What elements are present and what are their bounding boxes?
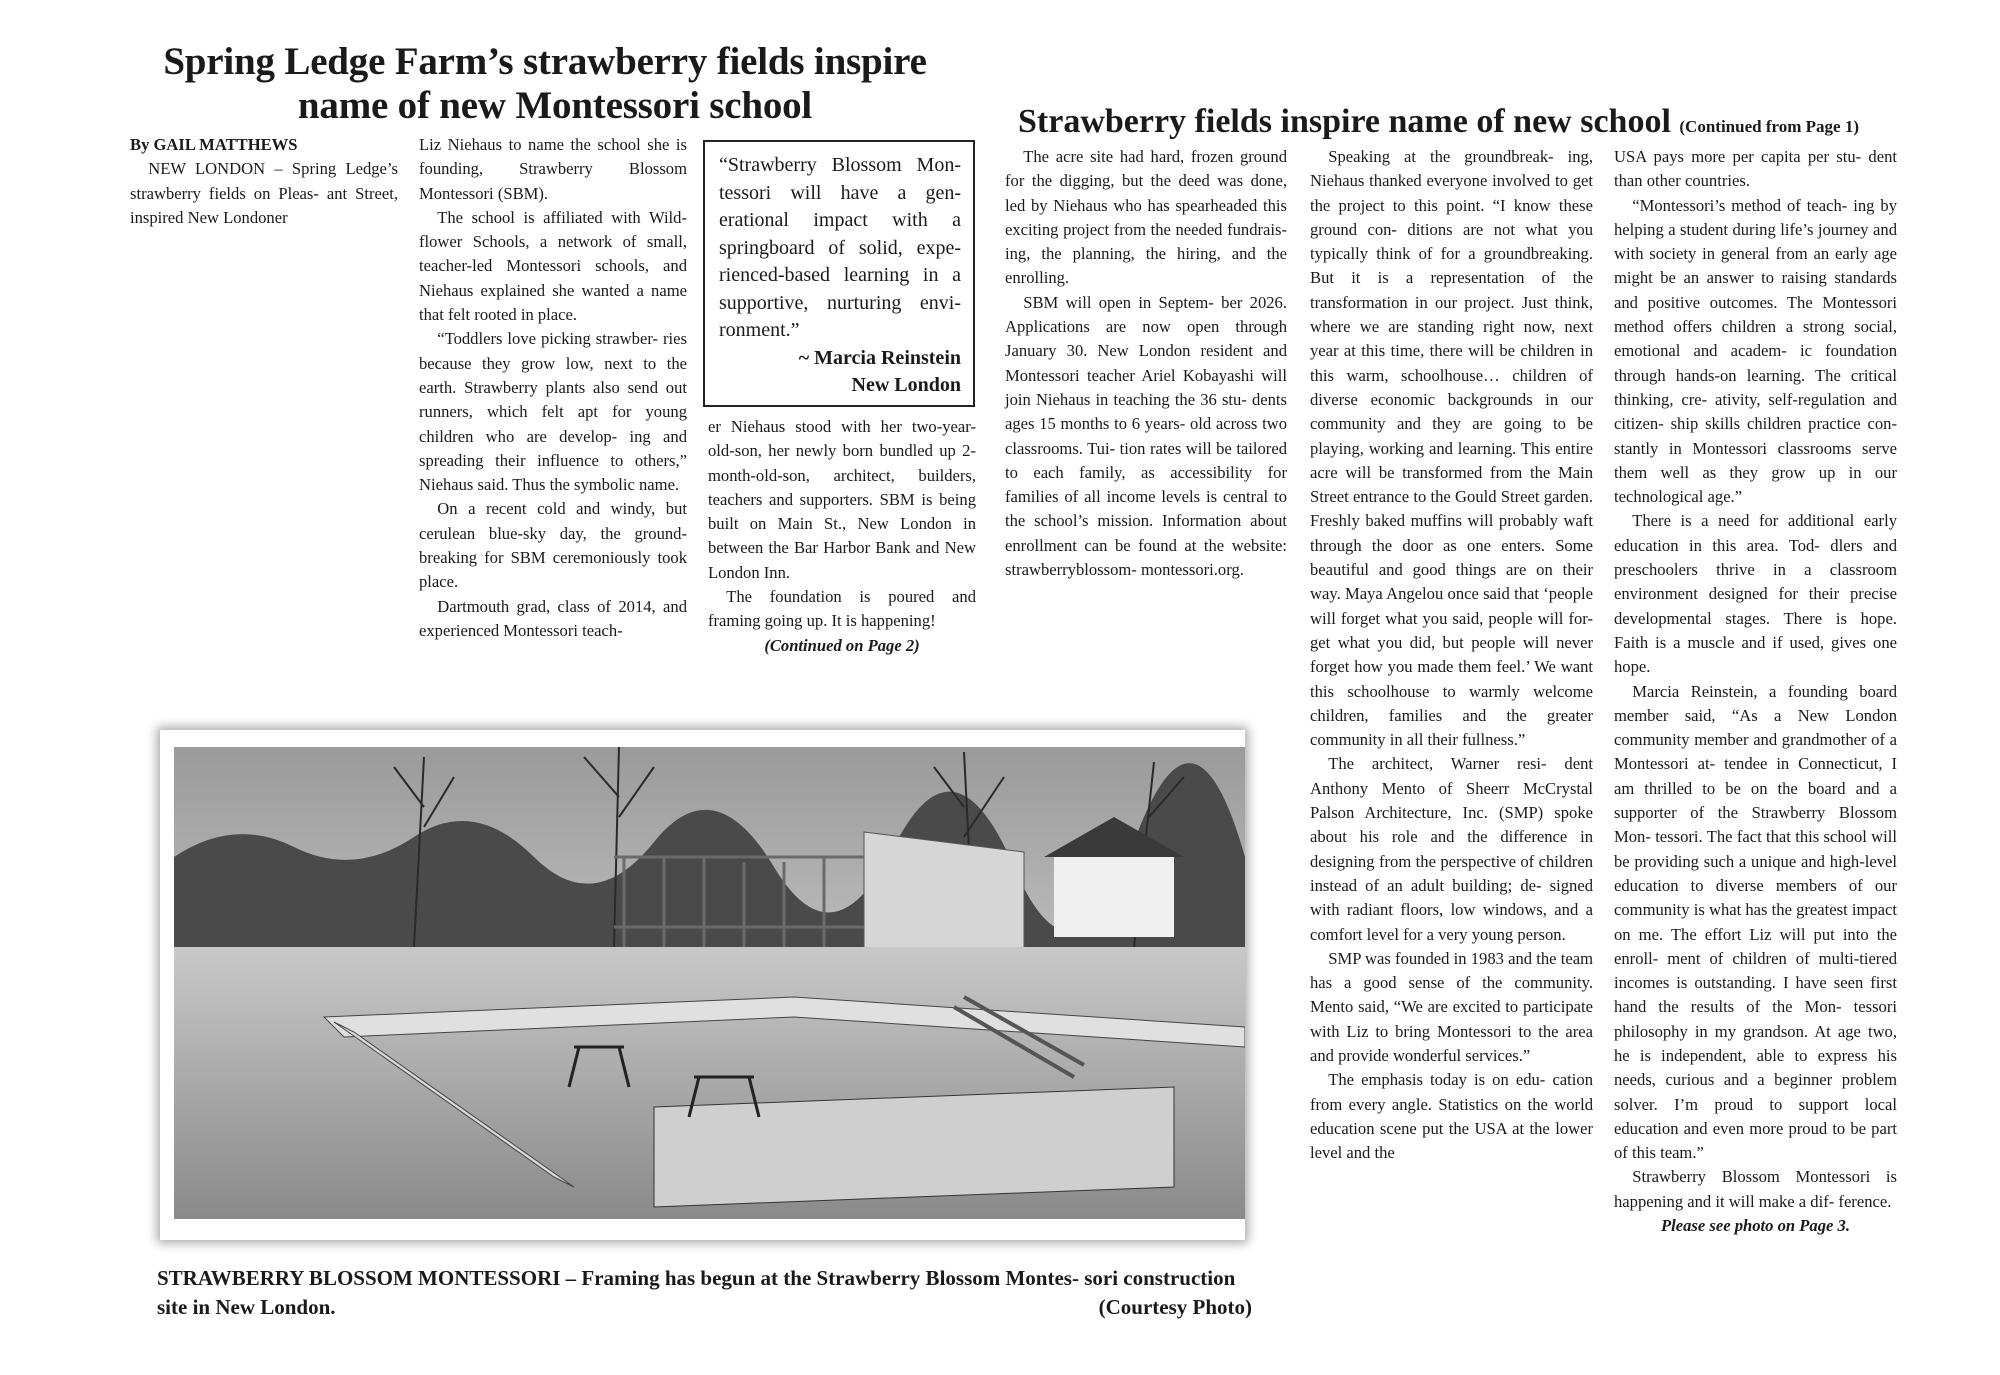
paragraph: SMP was founded in 1983 and the team has a good sense of the community. Mento said, “We are excited to participate with Liz to bring Montessori to the area and provide wonderful services.”: [1310, 948, 1593, 1065]
pull-quote-place: New London: [851, 373, 961, 396]
left-col-1: [130, 133, 398, 230]
paragraph: The emphasis today is on edu- cation from every angle. Statistics on the world education scene put the USA at the lower level and the: [1310, 1070, 1593, 1163]
paragraph: Marcia Reinstein, a founding board member said, “As a New London community member and grandmother of a Montessori at- tendee in Connecticut, I am thrilled to be on the board and a supporter of the Strawberry Blossom Mon- tessori. The fact that this school will be providing such a unique and high-level education to diverse members of our community is what has the greatest impact on me. The effort Liz will put into the enroll- ment of children of multi-tiered incomes is outstanding. I have seen first hand the results of the Mon- tessori philosophy in my grandson. At age two, he is independent, able to express his needs, curious and a beginner problem solver. I’m proud to support local education and even more proud to be part of this team.”: [1614, 681, 1897, 1163]
byline: By GAIL MATTHEWS: [130, 135, 298, 154]
pull-quote-text: “Strawberry Blossom Mon- tessori will have a gen- erational impact with a springboard of solid, expe- rienced-based learning in a supportive, nurturing envi- ronment.”: [719, 154, 961, 341]
left-headline: [100, 40, 990, 128]
paragraph: The school is affiliated with Wild- flower Schools, a network of small, teacher-led Montessori schools, and Niehaus explained she wanted a name that felt rooted in place.: [419, 207, 687, 325]
paragraph: “Montessori’s method of teach- ing by helping a student during life’s journey and with society in general from an early age might be an answer to raising standards and positive outcomes. The Montessori method offers children a strong social, emotional and academ- ic foundation through hands-on learning. The critical thinking, cre- ativity, self-regulation and citizen- ship skills children practice con- stantly in Montessori classrooms serve them well as they grow up in our technological age.”: [1614, 195, 1897, 507]
right-col-1: [1005, 145, 1287, 582]
paragraph: Liz Niehaus to name the school she is founding, Strawberry Blossom Montessori (SBM).: [419, 135, 687, 203]
left-col-3: [708, 415, 976, 658]
photo-credit: (Courtesy Photo): [1098, 1295, 1252, 1319]
left-col-3-body: [708, 415, 976, 634]
photo-frame: [160, 730, 1245, 1240]
photo-caption-text: STRAWBERRY BLOSSOM MONTESSORI – Framing has begun at the Strawberry Blossom Montes- sori construction site in New London.: [157, 1266, 1236, 1319]
left-headline-line1: Spring Ledge Farm’s strawberry fields inspire: [163, 40, 927, 83]
paragraph: Dartmouth grad, class of 2014, and experienced Montessori teach-: [419, 596, 687, 640]
continued-from: (Continued from Page 1): [1679, 117, 1859, 136]
construction-photo: [174, 747, 1245, 1219]
paragraph: “Toddlers love picking strawber- ries because they grow low, next to the earth. Strawberry plants also send out runners, which felt apt for young children who are develop- ing and spreading their influence to others,” Niehaus said. Thus the symbolic name.: [419, 329, 687, 495]
left-headline-line2: name of new Montessori school: [297, 84, 813, 127]
right-col-2: [1310, 145, 1593, 1165]
continued-on: (Continued on Page 2): [764, 635, 920, 655]
pull-quote: [703, 140, 975, 407]
paragraph: NEW LONDON – Spring Ledge’s strawberry fields on Pleas- ant Street, inspired New Londoner: [130, 159, 398, 227]
left-col-1-body: [130, 157, 398, 230]
paragraph: The architect, Warner resi- dent Anthony Mento of Sheerr McCrystal Palson Architecture, Inc. (SMP) spoke about his role and the difference in designing from the perspective of children instead of an adult building; de- signed with radiant floors, low windows, and a comfort level for a very young person.: [1310, 754, 1593, 944]
right-col-3-body: [1614, 145, 1897, 1214]
right-headline: [1018, 102, 1859, 147]
see-photo: Please see photo on Page 3.: [1661, 1216, 1850, 1236]
paragraph: USA pays more per capita per stu- dent than other countries.: [1614, 147, 1897, 191]
paragraph: Speaking at the groundbreak- ing, Niehaus thanked everyone involved to get the project to this point. “I know these ground con- ditions are not what you typically think of for a groundbreaking. But it is a representation of the transformation in our project. Just think, where we are standing right now, next year at this time, there will be children in this warm, schoolhouse… children of diverse economic backgrounds in our community and they are going to be playing, working and learning. This entire acre will be transformed from the Main Street entrance to the Gould Street garden. Freshly baked muffins will probably waft through the door as one enters. Some beautiful and good things are on their way. Maya Angelou once said that ‘people will forget what you said, people will for- get what you did, but people will never forget how you made them feel.’ We want this schoolhouse to warmly welcome children, families and the greater community in all their fullness.”: [1310, 147, 1593, 750]
pull-quote-name: ~ Marcia Reinstein: [798, 346, 961, 369]
paragraph: On a recent cold and windy, but cerulean blue-sky day, the ground- breaking for SBM ceremoniously took place.: [419, 499, 687, 592]
paragraph: There is a need for additional early education in this area. Tod- dlers and preschoolers thrive in a classroom environment designed for their precise developmental stages. There is hope. Faith is a muscle and if used, gives one hope.: [1614, 511, 1897, 677]
paragraph: er Niehaus stood with her two-year- old-son, her newly born bundled up 2-month-old-son, architect, builders, teachers and supporters. SBM is being built on Main St., New London in between the Bar Harbor Bank and New London Inn.: [708, 417, 976, 582]
left-col-2: [419, 133, 687, 643]
right-col-3: [1614, 145, 1897, 1238]
paragraph: Strawberry Blossom Montessori is happening and it will make a dif- ference.: [1614, 1167, 1897, 1211]
paragraph: The foundation is poured and framing going up. It is happening!: [708, 587, 976, 631]
photo-caption: [157, 1264, 1252, 1322]
right-headline-text: Strawberry fields inspire name of new school: [1018, 103, 1671, 140]
paragraph: The acre site had hard, frozen ground for the digging, but the deed was done, led by Niehaus who has spearheaded this exciting project from the needed fundrais- ing, the planning, the hiring, and the enrolling.: [1005, 147, 1287, 288]
paragraph: SBM will open in Septem- ber 2026. Applications are now open through January 30. New London resident and Montessori teacher Ariel Kobayashi will join Niehaus in teaching the 36 stu- dents ages 15 months to 6 years- old across two classrooms. Tui- tion rates will be tailored to each family, as accessibility for families of all income levels is central to the school’s mission. Information about enrollment can be found at the website: strawberryblossom- montessori.org.: [1005, 292, 1287, 580]
